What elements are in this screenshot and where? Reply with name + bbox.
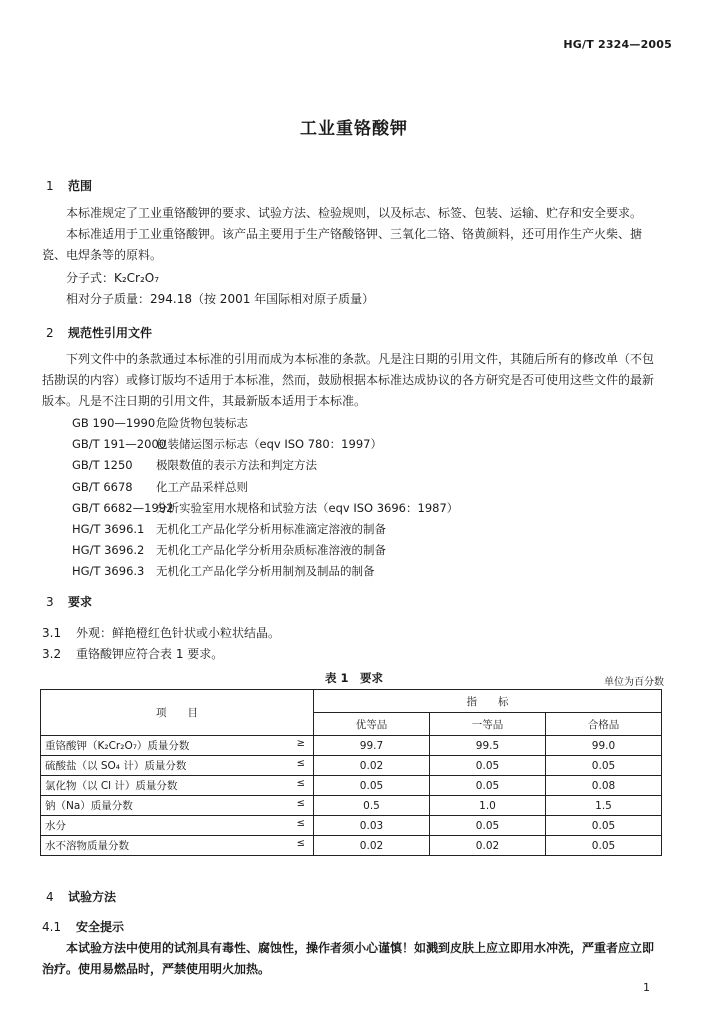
reference-list [72, 413, 458, 583]
section-number: 1 [46, 179, 54, 193]
reference-item: GB/T 6678 化工产品采样总则 [72, 479, 248, 494]
section-number: 2 [46, 326, 54, 340]
section-title: 要求 [68, 595, 93, 609]
table-cell: 0.05 [546, 756, 662, 776]
row-label: 水分 ≤ [41, 816, 314, 836]
row-label: 水不溶物质量分数 ≤ [41, 836, 314, 856]
section-4-heading [46, 888, 116, 905]
table-header-row [41, 690, 662, 713]
section-title: 范围 [68, 179, 93, 193]
reference-item: GB/T 6682—1992分析实验室用水规格和试验方法（eqv ISO 3696：1987） [72, 500, 459, 515]
row-label: 重铬酸钾（K₂Cr₂O₇）质量分数 ≥ [41, 736, 314, 756]
column-header-item: 项 目 [41, 690, 314, 736]
section-number: 4 [46, 890, 54, 904]
grade-header: 优等品 [314, 713, 430, 736]
table-cell: 0.05 [546, 836, 662, 856]
table-cell: 99.7 [314, 736, 430, 756]
document-title: 工业重铬酸钾 [300, 119, 408, 139]
table-cell: 0.02 [314, 836, 430, 856]
row-label: 钠（Na）质量分数 ≤ [41, 796, 314, 816]
molecular-mass: 相对分子质量：294.18（按 2001 年国际相对原子质量） [66, 292, 375, 306]
table-row [41, 756, 662, 776]
table-cell: 0.05 [430, 776, 546, 796]
table-cell: 0.08 [546, 776, 662, 796]
table-row [41, 796, 662, 816]
row-label: 硫酸盐（以 SO₄ 计）质量分数 ≤ [41, 756, 314, 776]
clause-3-1: 3.1 外观：鲜艳橙红色针状或小粒状结晶。 [42, 626, 281, 640]
reference-item: GB 190—1990危险货物包装标志 [72, 416, 248, 430]
table-row [41, 736, 662, 756]
table-cell: 1.0 [430, 796, 546, 816]
table-cell: 0.03 [314, 816, 430, 836]
table-cell: 99.0 [546, 736, 662, 756]
section-1-para-1: 本标准规定了工业重铬酸钾的要求、试验方法、检验规则，以及标志、标签、包装、运输、贮存和安全要求。 [66, 206, 643, 220]
grade-header: 合格品 [546, 713, 662, 736]
grade-header: 一等品 [430, 713, 546, 736]
section-2-heading [46, 324, 152, 341]
clause-3-2: 3.2 重铬酸钾应符合表 1 要求。 [42, 647, 224, 661]
table-row [41, 836, 662, 856]
safety-warning: 本试验方法中使用的试剂具有毒性、腐蚀性，操作者须小心谨慎！如溅到皮肤上应立即用水冲洗，严重者应立即治疗。使用易燃品时，严禁使用明火加热。 [42, 941, 655, 976]
clause-4-1-heading: 4.1 安全提示 [42, 920, 125, 934]
section-3-heading [46, 593, 92, 610]
table-caption: 表 1 要求 [324, 671, 383, 685]
reference-item: HG/T 3696.3 无机化工产品化学分析用制剂及制品的制备 [72, 564, 375, 579]
table-cell: 0.05 [430, 816, 546, 836]
table-row [41, 776, 662, 796]
section-2-intro: 下列文件中的条款通过本标准的引用而成为本标准的条款。凡是注日期的引用文件，其随后所有的修改单（不包括勘误的内容）或修订版均不适用于本标准，然而，鼓励根据本标准达成协议的各方研究是否可使用这些文件的最新版本。凡是不注日期的引用文件，其最新版本适用于本标准。 [42, 352, 655, 408]
reference-item: HG/T 3696.1 无机化工产品化学分析用标准滴定溶液的制备 [72, 522, 386, 537]
column-header-index: 指 标 [314, 690, 662, 713]
table-row [41, 816, 662, 836]
section-title: 规范性引用文件 [68, 326, 153, 340]
standard-code: HG/T 2324—2005 [563, 38, 672, 51]
section-1-para-2: 本标准适用于工业重铬酸钾。该产品主要用于生产铬酸铬钾、三氧化二铬、铬黄颜料，还可用作生产火柴、搪瓷、电焊条等的原料。 [42, 227, 643, 262]
table-cell: 99.5 [430, 736, 546, 756]
table-cell: 0.02 [430, 836, 546, 856]
reference-item: HG/T 3696.2 无机化工产品化学分析用杂质标准溶液的制备 [72, 543, 386, 558]
reference-item: GB/T 191—2000包装储运图示标志（eqv ISO 780：1997） [72, 437, 382, 452]
requirements-table [40, 689, 662, 856]
table-cell: 0.05 [430, 756, 546, 776]
table-cell: 0.02 [314, 756, 430, 776]
table-cell: 1.5 [546, 796, 662, 816]
table-unit: 单位为百分数 [604, 677, 664, 688]
page-number: 1 [643, 981, 650, 994]
section-title: 试验方法 [68, 890, 117, 904]
row-label: 氯化物（以 Cl 计）质量分数 ≤ [41, 776, 314, 796]
section-number: 3 [46, 595, 54, 609]
molecular-formula: 分子式：K₂Cr₂O₇ [66, 271, 160, 285]
table-cell: 0.05 [546, 816, 662, 836]
table-cell: 0.5 [314, 796, 430, 816]
reference-item: GB/T 1250 极限数值的表示方法和判定方法 [72, 458, 317, 473]
section-1-heading [46, 177, 92, 194]
table-cell: 0.05 [314, 776, 430, 796]
